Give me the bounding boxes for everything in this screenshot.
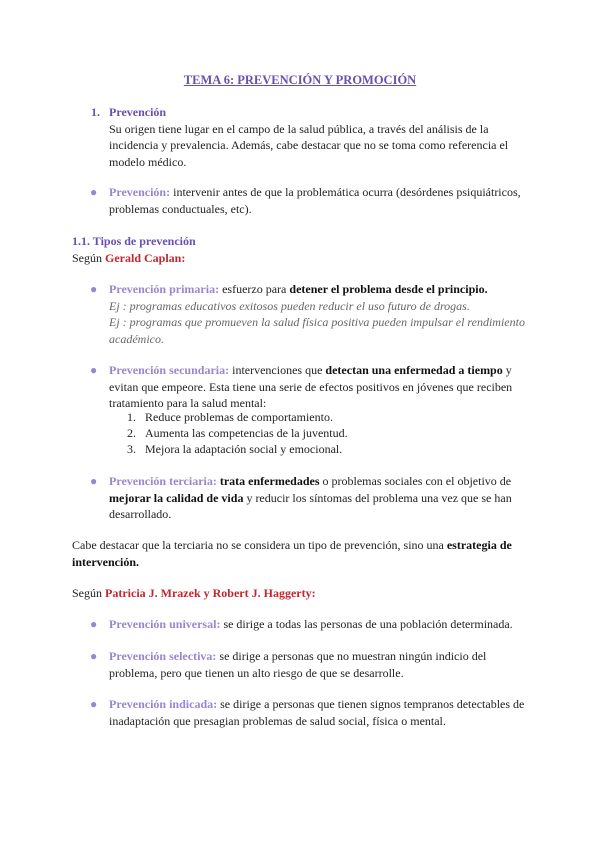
- bullet-secundaria: [109, 362, 529, 412]
- bullet-primaria: [109, 281, 534, 347]
- section-1: [109, 104, 529, 170]
- bullet-selectiva: [109, 648, 524, 681]
- bullet-icon: ●: [90, 474, 98, 488]
- secundaria-text-2: y evitan que empeore. Esta tiene una serie de efectos positivos en jóvenes que reciben tratamiento para la salud mental:: [109, 363, 513, 410]
- bullet-icon: ●: [90, 649, 98, 663]
- bullet-icon: ●: [90, 617, 98, 631]
- indicada-text: se dirige a personas que tienen signos tempranos detectables de inadaptación que presagian problemas de salud social, física o mental.: [109, 697, 525, 728]
- secundaria-text: intervenciones que: [229, 363, 326, 377]
- bullet-text: intervenir antes de que la problemática ocurra (desórdenes psiquiátricos, problemas conductuales, etc).: [109, 185, 521, 216]
- list-item: Aumenta las competencias de la juventud.: [145, 426, 348, 440]
- terciaria-text: o problemas sociales con el objetivo de: [319, 474, 512, 488]
- selectiva-label: Prevención selectiva:: [109, 649, 217, 663]
- note-bold: estrategia de intervención.: [72, 538, 512, 569]
- list-number: 3.: [127, 442, 136, 456]
- terciaria-text-2: y reducir los síntomas del problema una vez que se han desarrollado.: [109, 490, 512, 521]
- author-name: Patricia J. Mrazek y Robert J. Haggerty:: [105, 586, 316, 600]
- list-item: Reduce problemas de comportamiento.: [145, 410, 333, 424]
- universal-label: Prevención universal:: [109, 617, 221, 631]
- section-number: 1.: [91, 105, 100, 119]
- terciaria-label: Prevención terciaria:: [109, 474, 217, 488]
- primaria-text: esfuerzo para: [219, 282, 290, 296]
- terciaria-bold-2: mejorar la calidad de vida: [109, 490, 244, 505]
- subsection-heading: 1.1. Tipos de prevención: [72, 234, 196, 248]
- secundaria-label: Prevención secundaria:: [109, 363, 230, 377]
- bullet-label: Prevención:: [109, 185, 171, 199]
- author-name: Gerald Caplan:: [105, 250, 186, 265]
- bullet-icon: ●: [90, 282, 98, 296]
- primaria-example-2: Ej : programas que promueven la salud física positiva pueden impulsar el rendimiento académico.: [109, 315, 525, 346]
- secundaria-bold: detectan una enfermedad a tiempo: [325, 363, 503, 377]
- subsection: [72, 233, 532, 266]
- note-text: Cabe destacar que la terciaria no se considera un tipo de prevención, sino una: [72, 538, 447, 552]
- list-item: Mejora la adaptación social y emocional.: [145, 442, 343, 456]
- section-heading: Prevención: [109, 105, 167, 119]
- bullet-icon: ●: [90, 363, 98, 377]
- segun-2: [72, 585, 532, 602]
- terciaria-bold-1: trata enfermedades: [219, 474, 320, 488]
- note-paragraph: [72, 537, 532, 570]
- primaria-bold: detener el problema desde el principio.: [289, 282, 488, 296]
- segun-label: Según: [72, 250, 105, 265]
- bullet-universal: [109, 616, 534, 633]
- selectiva-text: se dirige a personas que no muestran ningún indicio del problema, pero que tienen un alto riesgo de que se desarrolle.: [109, 649, 487, 680]
- section-text: Su origen tiene lugar en el campo de la salud pública, a través del análisis de la incidencia y prevalencia. Además, cabe destacar que no se toma como referencia el modelo médico.: [109, 121, 509, 169]
- bullet-icon: ●: [90, 185, 98, 199]
- primaria-example-1: Ej : programas educativos exitosos pueden reducir el uso futuro de drogas.: [109, 298, 470, 313]
- segun-label: Según: [72, 586, 105, 600]
- bullet-icon: ●: [90, 697, 98, 711]
- bullet-indicada: [109, 696, 529, 729]
- bullet-terciaria: [109, 473, 529, 523]
- list-number: 1.: [127, 410, 136, 424]
- page-title: TEMA 6: PREVENCIÓN Y PROMOCIÓN: [183, 73, 417, 87]
- list-number: 2.: [127, 426, 136, 440]
- primaria-label: Prevención primaria:: [109, 282, 220, 296]
- indicada-label: Prevención indicada:: [109, 697, 218, 711]
- bullet-prevention: [109, 184, 529, 217]
- universal-text: se dirige a todas las personas de una población determinada.: [220, 617, 513, 631]
